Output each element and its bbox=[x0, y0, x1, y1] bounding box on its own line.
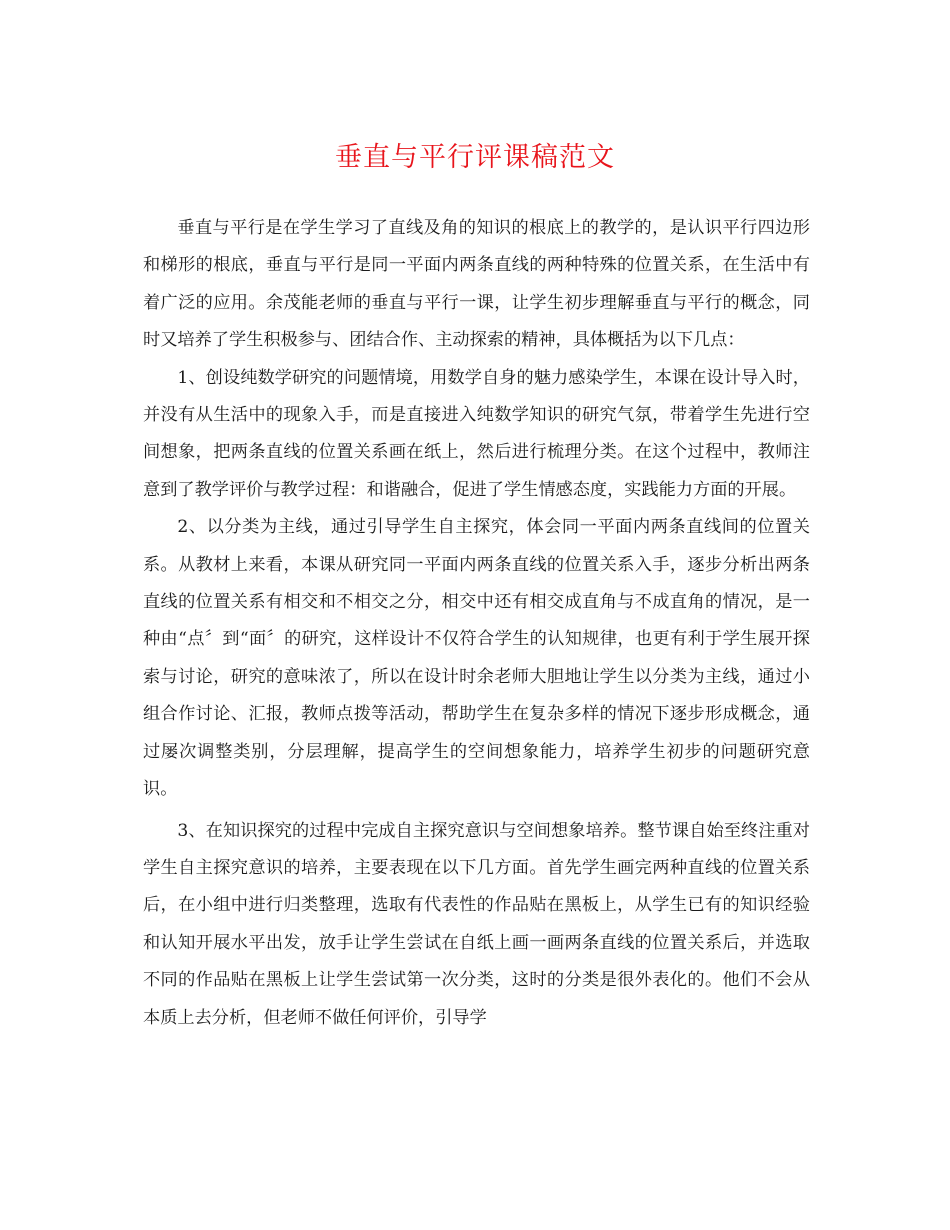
paragraph-point-1: 1、创设纯数学研究的问题情境，用数学自身的魅力感染学生，本课在设计导入时，并没有从生活中的现象入手，而是直接进入纯数学知识的研究气氛，带着学生先进行空间想象，把两条直线的位置关系画在纸上，然后进行梳理分类。在这个过程中，教师注意到了教学评价与教学过程：和谐融合，促进了学生情感态度，实践能力方面的开展。 bbox=[143, 367, 810, 500]
paragraph-point-2: 2、以分类为主线，通过引导学生自主探究，体会同一平面内两条直线间的位置关系。从教材上来看，本课从研究同一平面内两条直线的位置关系入手，逐步分析出两条直线的位置关系有相交和不相交之分，相交中还有相交成直角与不成直角的情况，是一种由“点〞到“面〞的研究，这样设计不仅符合学生的认知规律，也更有利于学生展开探索与讨论，研究的意味浓了，所以在设计时余老师大胆地让学生以分类为主线，通过小组合作讨论、汇报，教师点拨等活动，帮助学生在复杂多样的情况下逐步形成概念，通过屡次调整类别，分层理解，提高学生的空间想象能力，培养学生初步的问题研究意识。 bbox=[143, 517, 810, 800]
document-body bbox=[143, 210, 810, 1037]
paragraph-point-3: 3、在知识探究的过程中完成自主探究意识与空间想象培养。整节课自始至终注重对学生自主探究意识的培养，主要表现在以下几方面。首先学生画完两种直线的位置关系后，在小组中进行归类整理，选取有代表性的作品贴在黑板上，从学生已有的知识经验和认知开展水平出发，放手让学生尝试在自纸上画一画两条直线的位置关系后，并选取不同的作品贴在黑板上让学生尝试第一次分类，这时的分类是很外表化的。他们不会从本质上去分析，但老师不做任何评价，引导学 bbox=[143, 820, 810, 1028]
document-title: 垂直与平行评课稿范文 bbox=[335, 142, 615, 173]
paragraph-intro: 垂直与平行是在学生学习了直线及角的知识的根底上的教学的，是认识平行四边形和梯形的根底，垂直与平行是同一平面内两条直线的两种特殊的位置关系，在生活中有着广泛的应用。余茂能老师的垂直与平行一课，让学生初步理解垂直与平行的概念，同时又培养了学生积极参与、团结合作、主动探索的精神，具体概括为以下几点： bbox=[143, 218, 810, 351]
